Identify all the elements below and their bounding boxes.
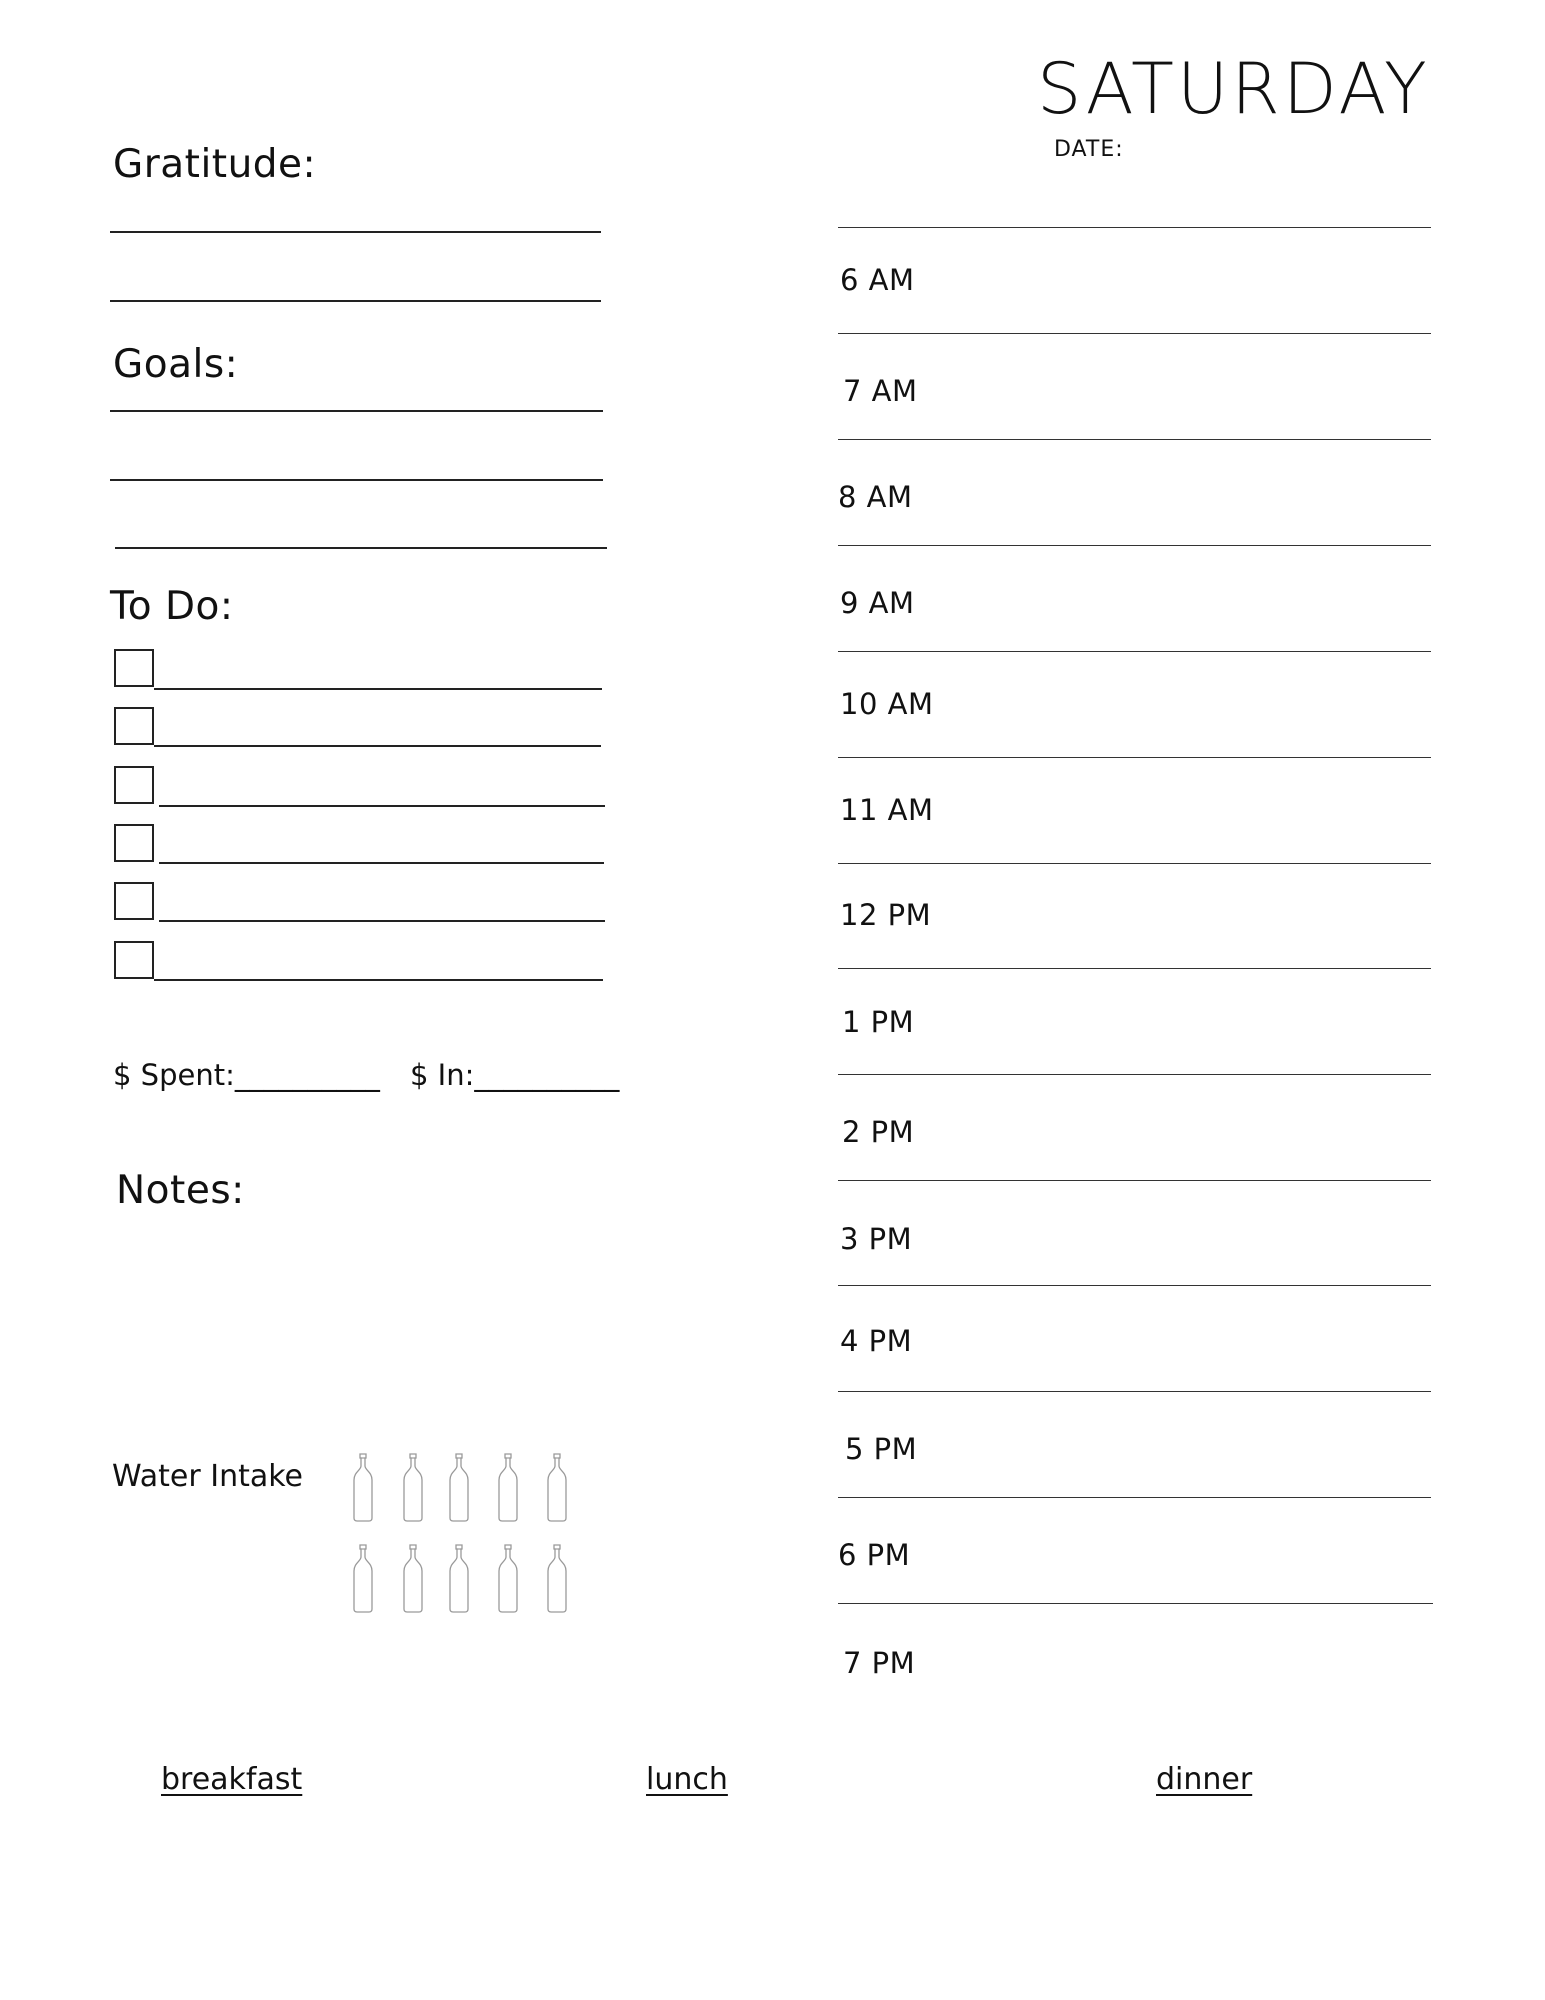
todo-line-1[interactable] xyxy=(154,688,602,690)
hour-label: 10 AM xyxy=(840,687,934,721)
hour-slot[interactable] xyxy=(940,677,1430,737)
hour-slot[interactable] xyxy=(940,995,1430,1055)
bottle-icon[interactable] xyxy=(545,1452,569,1522)
hour-label: 2 PM xyxy=(842,1115,915,1149)
schedule-line xyxy=(838,863,1431,864)
hour-label: 8 AM xyxy=(838,480,913,514)
hour-slot[interactable] xyxy=(940,888,1430,948)
todo-line-6[interactable] xyxy=(154,979,603,981)
todo-line-2[interactable] xyxy=(154,745,601,747)
gratitude-heading: Gratitude: xyxy=(113,142,317,187)
schedule-line xyxy=(838,651,1431,652)
hour-slot[interactable] xyxy=(940,1636,1430,1696)
meal-breakfast[interactable]: breakfast xyxy=(161,1762,303,1797)
todo-line-5[interactable] xyxy=(159,920,605,922)
todo-line-3[interactable] xyxy=(159,805,605,807)
hour-slot[interactable] xyxy=(940,253,1430,313)
income-field[interactable]: $ In:__________ xyxy=(410,1058,620,1092)
hour-slot[interactable] xyxy=(940,470,1430,530)
bottle-icon[interactable] xyxy=(447,1543,471,1613)
hour-label: 9 AM xyxy=(840,586,915,620)
bottle-icon[interactable] xyxy=(401,1543,425,1613)
goals-line-3[interactable] xyxy=(115,547,607,549)
hour-slot[interactable] xyxy=(940,1422,1430,1482)
hour-label: 1 PM xyxy=(842,1005,915,1039)
schedule-line xyxy=(838,968,1431,969)
hour-slot[interactable] xyxy=(940,783,1430,843)
gratitude-line-1[interactable] xyxy=(110,231,601,233)
schedule-line xyxy=(838,1497,1431,1498)
day-title: SATURDAY xyxy=(1037,48,1430,130)
todo-checkbox-4[interactable] xyxy=(114,824,154,862)
bottle-icon[interactable] xyxy=(351,1452,375,1522)
hour-label: 3 PM xyxy=(840,1222,913,1256)
goals-heading: Goals: xyxy=(113,342,239,387)
date-label: DATE: xyxy=(1054,137,1124,162)
todo-line-4[interactable] xyxy=(159,862,604,864)
bottle-icon[interactable] xyxy=(351,1543,375,1613)
spent-field[interactable]: $ Spent:__________ xyxy=(113,1058,380,1092)
goals-line-2[interactable] xyxy=(110,479,603,481)
schedule-line xyxy=(838,1074,1431,1075)
hour-label: 7 AM xyxy=(843,374,918,408)
bottle-icon[interactable] xyxy=(496,1543,520,1613)
notes-heading: Notes: xyxy=(116,1168,245,1213)
goals-line-1[interactable] xyxy=(110,410,603,412)
todo-checkbox-2[interactable] xyxy=(114,707,154,745)
todo-checkbox-6[interactable] xyxy=(114,941,154,979)
hour-label: 7 PM xyxy=(843,1646,916,1680)
todo-heading: To Do: xyxy=(110,584,234,629)
gratitude-line-2[interactable] xyxy=(110,300,601,302)
bottle-icon[interactable] xyxy=(545,1543,569,1613)
todo-checkbox-3[interactable] xyxy=(114,766,154,804)
schedule-line xyxy=(838,227,1431,228)
bottle-icon[interactable] xyxy=(401,1452,425,1522)
schedule-line xyxy=(838,545,1431,546)
schedule-line xyxy=(838,333,1431,334)
hour-slot[interactable] xyxy=(940,576,1430,636)
hour-label: 6 PM xyxy=(838,1538,911,1572)
hour-slot[interactable] xyxy=(940,1314,1430,1374)
hour-label: 5 PM xyxy=(845,1432,918,1466)
hour-label: 6 AM xyxy=(840,263,915,297)
hour-label: 12 PM xyxy=(840,898,932,932)
hour-slot[interactable] xyxy=(940,1528,1430,1588)
water-intake-label: Water Intake xyxy=(112,1459,303,1494)
bottle-icon[interactable] xyxy=(496,1452,520,1522)
schedule-line xyxy=(838,1180,1431,1181)
hour-slot[interactable] xyxy=(940,1212,1430,1272)
hour-label: 4 PM xyxy=(840,1324,913,1358)
hour-slot[interactable] xyxy=(940,364,1430,424)
schedule-line xyxy=(838,1391,1431,1392)
hour-label: 11 AM xyxy=(840,793,934,827)
schedule-line xyxy=(838,1603,1433,1604)
meal-dinner[interactable]: dinner xyxy=(1156,1762,1253,1797)
hour-slot[interactable] xyxy=(940,1105,1430,1165)
todo-checkbox-5[interactable] xyxy=(114,882,154,920)
schedule-line xyxy=(838,1285,1431,1286)
schedule-line xyxy=(838,757,1431,758)
todo-checkbox-1[interactable] xyxy=(114,649,154,687)
schedule-line xyxy=(838,439,1431,440)
meal-lunch[interactable]: lunch xyxy=(646,1762,728,1797)
bottle-icon[interactable] xyxy=(447,1452,471,1522)
